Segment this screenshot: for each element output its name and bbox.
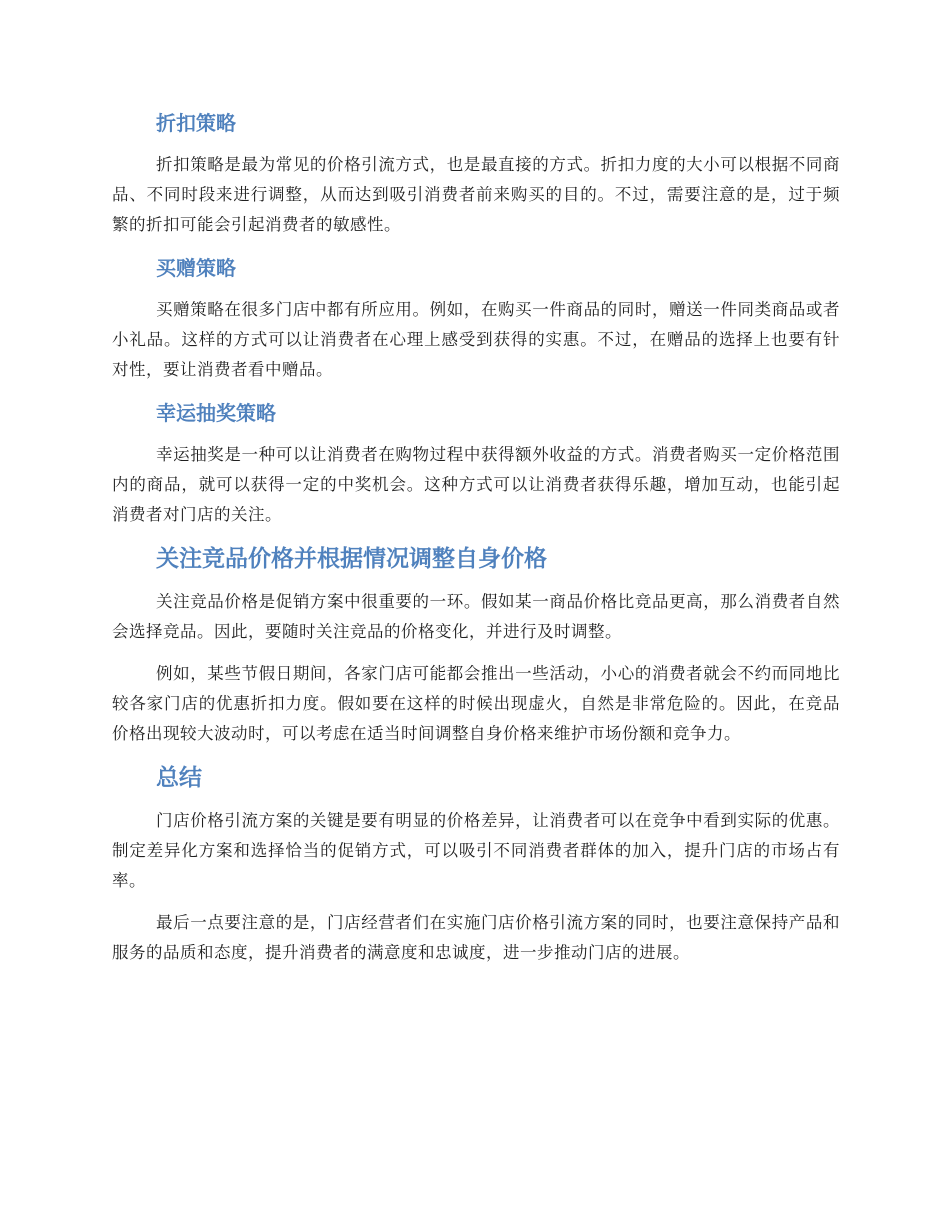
section-gift-strategy (112, 249, 840, 385)
section-competitor-pricing (112, 539, 840, 749)
document-page (112, 104, 840, 968)
paragraph: 关注竞品价格是促销方案中很重要的一环。假如某一商品价格比竞品更高，那么消费者自然会选择竞品。因此，要随时关注竞品的价格变化，并进行及时调整。 (112, 592, 840, 641)
paragraph: 门店价格引流方案的关键是要有明显的价格差异，让消费者可以在竞争中看到实际的优惠。制定差异化方案和选择恰当的促销方式，可以吸引不同消费者群体的加入，提升门店的市场占有率。 (112, 811, 840, 890)
paragraph: 买赠策略在很多门店中都有所应用。例如，在购买一件商品的同时，赠送一件同类商品或者小礼品。这样的方式可以让消费者在心理上感受到获得的实惠。不过，在赠品的选择上也要有针对性，要让消费者看中赠品。 (112, 300, 840, 379)
section-heading: 总结 (156, 765, 202, 791)
paragraph: 例如，某些节假日期间，各家门店可能都会推出一些活动，小心的消费者就会不约而同地比较各家门店的优惠折扣力度。假如要在这样的时候出现虚火，自然是非常危险的。因此，在竞品价格出现较大波动时，可以考虑在适当时间调整自身价格来维护市场份额和竞争力。 (112, 664, 840, 743)
paragraph: 折扣策略是最为常见的价格引流方式，也是最直接的方式。折扣力度的大小可以根据不同商品、不同时段来进行调整，从而达到吸引消费者前来购买的目的。不过，需要注意的是，过于频繁的折扣可能会引起消费者的敏感性。 (112, 155, 840, 234)
paragraph: 最后一点要注意的是，门店经营者们在实施门店价格引流方案的同时，也要注意保持产品和服务的品质和态度，提升消费者的满意度和忠诚度，进一步推动门店的进展。 (112, 913, 840, 962)
section-heading: 买赠策略 (156, 256, 236, 280)
section-lottery-strategy (112, 394, 840, 530)
paragraph: 幸运抽奖是一种可以让消费者在购物过程中获得额外收益的方式。消费者购买一定价格范围内的商品，就可以获得一定的中奖机会。这种方式可以让消费者获得乐趣，增加互动，也能引起消费者对门店的关注。 (112, 445, 840, 524)
section-heading: 幸运抽奖策略 (156, 401, 276, 425)
section-heading: 关注竞品价格并根据情况调整自身价格 (156, 546, 547, 572)
section-summary (112, 758, 840, 968)
section-discount-strategy (112, 104, 840, 240)
section-heading: 折扣策略 (156, 111, 236, 135)
